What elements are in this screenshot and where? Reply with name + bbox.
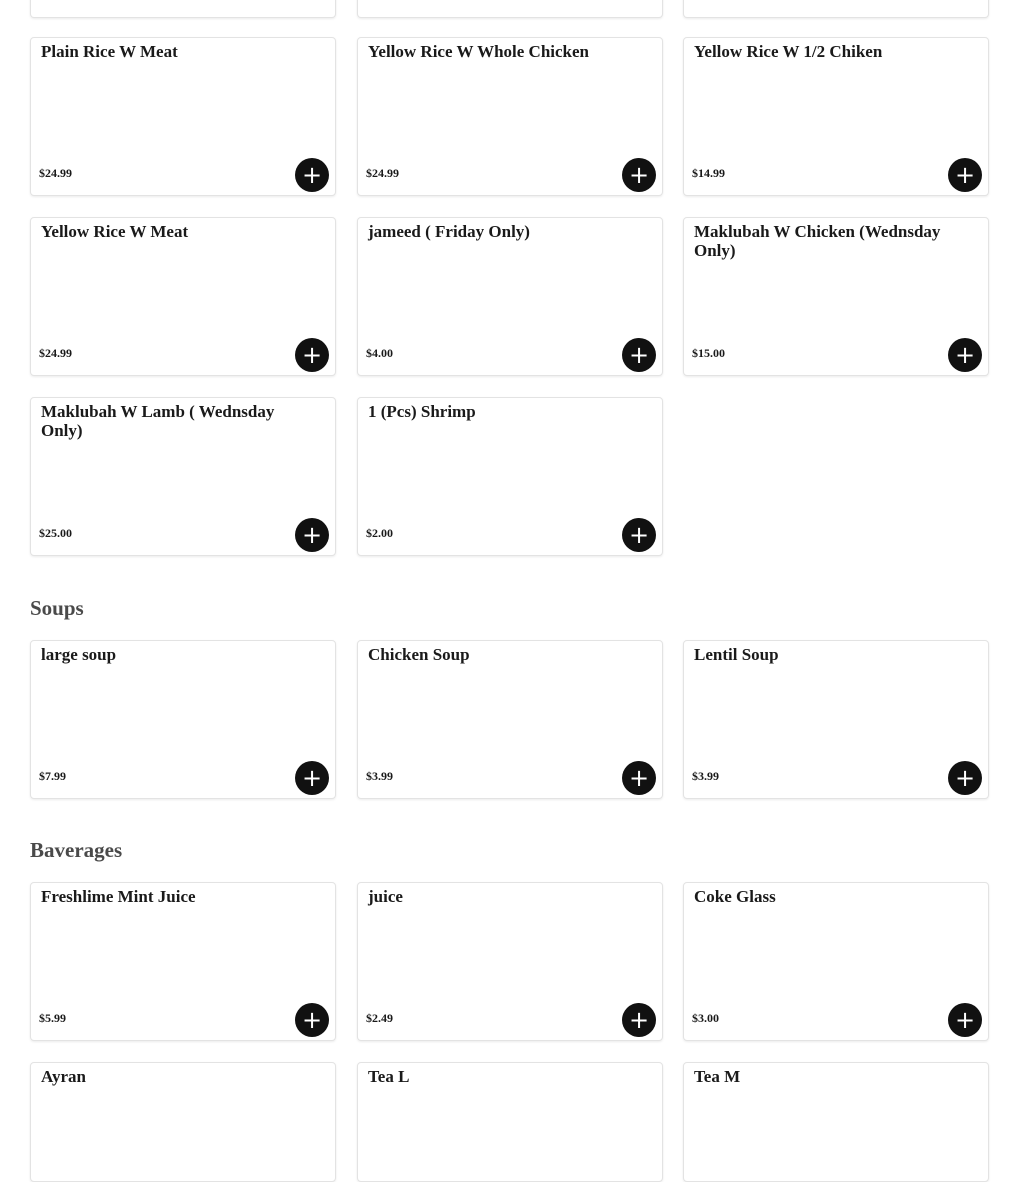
menu-item-card[interactable] [30, 640, 336, 799]
menu-item-card[interactable] [683, 37, 989, 196]
menu-item-name: jameed ( Friday Only) [368, 222, 530, 241]
plus-icon: + [628, 1006, 650, 1034]
menu-item-price: $7.99 [39, 769, 66, 783]
menu-item-name: Yellow Rice W 1/2 Chiken [694, 42, 883, 61]
add-to-cart-button[interactable] [948, 158, 982, 192]
menu-item-price: $24.99 [39, 346, 72, 360]
add-to-cart-button[interactable] [295, 1003, 329, 1037]
menu-item-price: $5.99 [39, 1011, 66, 1025]
menu-item-card[interactable] [683, 1062, 989, 1182]
menu-item-name: Chicken Soup [368, 645, 470, 664]
menu-item-card[interactable] [357, 217, 663, 376]
menu-item-name: Maklubah W Chicken (Wednsday Only) [694, 222, 941, 260]
menu-item-name: Plain Rice W Meat [41, 42, 178, 61]
menu-item-card[interactable] [683, 882, 989, 1041]
menu-item-name: Coke Glass [694, 887, 776, 906]
menu-item-price: $15.00 [692, 346, 725, 360]
add-to-cart-button[interactable] [948, 1003, 982, 1037]
menu-item-name: 1 (Pcs) Shrimp [368, 402, 476, 421]
plus-icon: + [301, 341, 323, 369]
plus-icon: + [301, 1006, 323, 1034]
menu-item-card[interactable] [683, 640, 989, 799]
menu-item-name: juice [368, 887, 403, 906]
menu-item-card[interactable] [30, 37, 336, 196]
menu-item-card[interactable] [683, 217, 989, 376]
menu-item-card[interactable] [30, 1062, 336, 1182]
menu-item-card[interactable] [30, 0, 336, 18]
plus-icon: + [628, 764, 650, 792]
plus-icon: + [954, 1006, 976, 1034]
menu-item-card[interactable] [357, 0, 663, 18]
section-title-beverages: Baverages [30, 838, 123, 862]
plus-icon: + [301, 764, 323, 792]
menu-item-card[interactable] [357, 397, 663, 556]
plus-icon: + [954, 161, 976, 189]
menu-item-price: $2.49 [366, 1011, 393, 1025]
menu-item-price: $3.00 [692, 1011, 719, 1025]
add-to-cart-button[interactable] [295, 518, 329, 552]
add-to-cart-button[interactable] [295, 338, 329, 372]
menu-item-card[interactable] [30, 882, 336, 1041]
menu-item-name: Maklubah W Lamb ( Wednsday Only) [41, 402, 275, 440]
add-to-cart-button[interactable] [622, 761, 656, 795]
menu-item-card[interactable] [357, 640, 663, 799]
add-to-cart-button[interactable] [295, 158, 329, 192]
menu-item-name: Tea M [694, 1067, 741, 1086]
menu-item-price: $3.99 [692, 769, 719, 783]
menu-item-price: $14.99 [692, 166, 725, 180]
menu-item-price: $3.99 [366, 769, 393, 783]
menu-item-name: large soup [41, 645, 117, 664]
menu-item-card[interactable] [357, 37, 663, 196]
add-to-cart-button[interactable] [622, 518, 656, 552]
plus-icon: + [954, 341, 976, 369]
add-to-cart-button[interactable] [948, 338, 982, 372]
menu-item-price: $24.99 [366, 166, 399, 180]
add-to-cart-button[interactable] [948, 761, 982, 795]
plus-icon: + [301, 161, 323, 189]
plus-icon: + [628, 521, 650, 549]
menu-item-name: Ayran [41, 1067, 87, 1086]
menu-item-name: Lentil Soup [694, 645, 779, 664]
menu-item-price: $4.00 [366, 346, 393, 360]
add-to-cart-button[interactable] [622, 1003, 656, 1037]
menu-item-card[interactable] [30, 217, 336, 376]
menu-item-card[interactable] [357, 1062, 663, 1182]
menu-item-name: Yellow Rice W Whole Chicken [368, 42, 590, 61]
plus-icon: + [301, 521, 323, 549]
menu-item-name: Freshlime Mint Juice [41, 887, 196, 906]
menu-item-price: $24.99 [39, 166, 72, 180]
add-to-cart-button[interactable] [622, 158, 656, 192]
add-to-cart-button[interactable] [622, 338, 656, 372]
menu-item-price: $25.00 [39, 526, 72, 540]
plus-icon: + [954, 764, 976, 792]
menu-item-name: Yellow Rice W Meat [41, 222, 189, 241]
section-title-soups: Soups [30, 596, 84, 620]
menu-item-card[interactable] [357, 882, 663, 1041]
menu-item-card[interactable] [30, 397, 336, 556]
add-to-cart-button[interactable] [295, 761, 329, 795]
plus-icon: + [628, 161, 650, 189]
plus-icon: + [628, 341, 650, 369]
menu-item-card[interactable] [683, 0, 989, 18]
menu-item-name: Tea L [368, 1067, 410, 1086]
menu-item-price: $2.00 [366, 526, 393, 540]
